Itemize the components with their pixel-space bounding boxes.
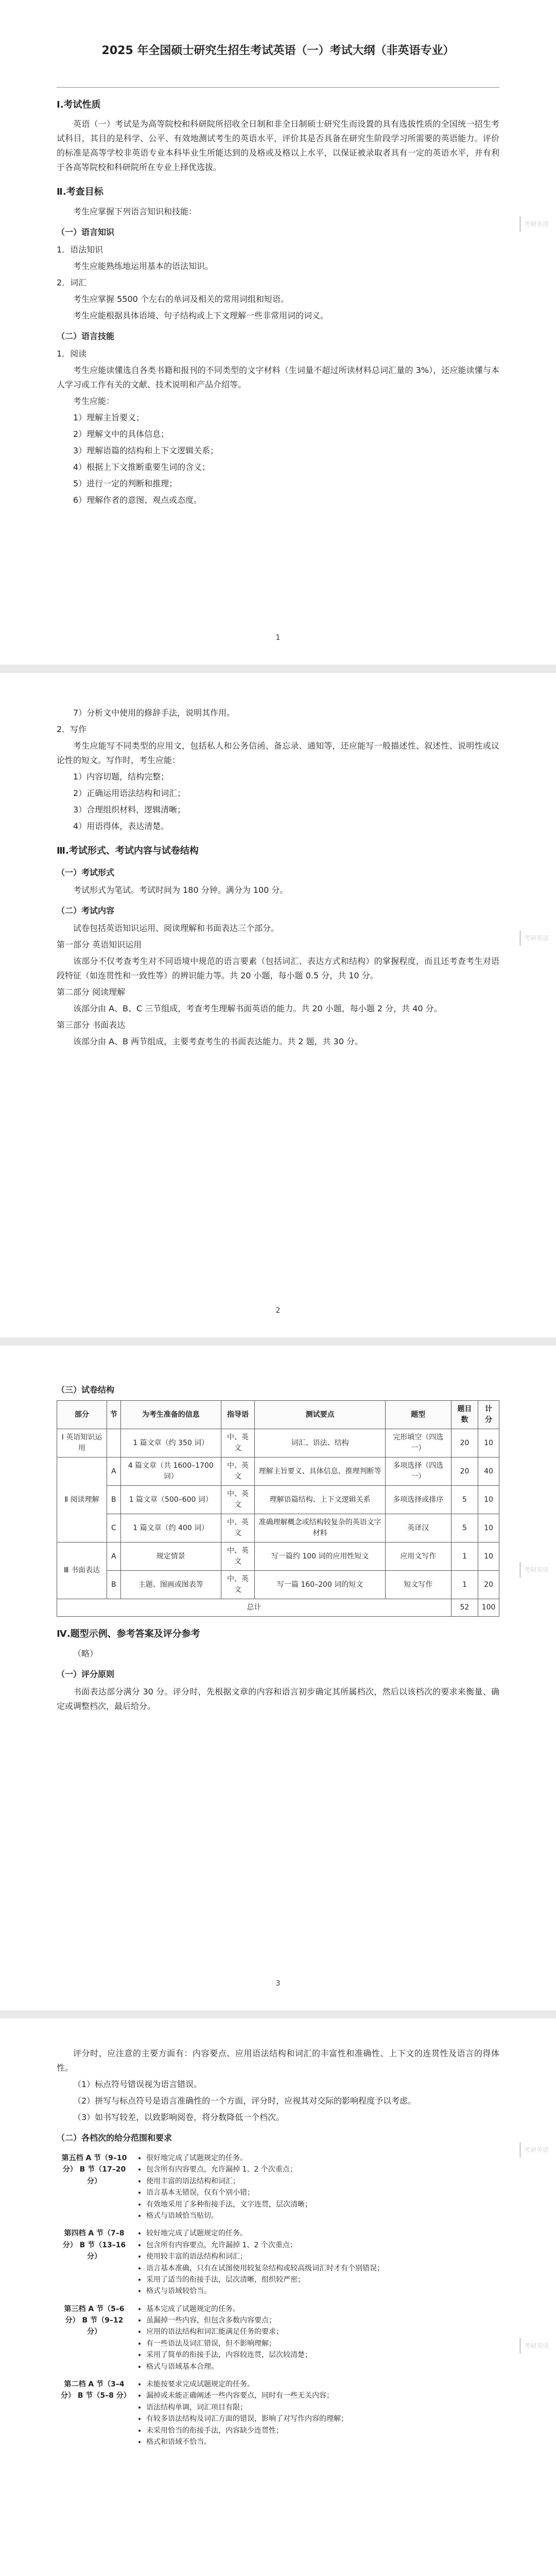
table-cell: 理解主旨要义、具体信息、推理判断等 — [255, 1458, 385, 1486]
subheading: 1．语法知识 — [57, 244, 103, 255]
table-cell: 中、英文 — [221, 1571, 255, 1599]
level-name: 第四档 A 节（7–8 分） B 节（13–16 分） — [62, 2229, 126, 2261]
list-item: 1）内容切题，结构完整； — [73, 772, 169, 782]
list-item: 1）理解主旨要义； — [73, 412, 145, 422]
level-name: 第五档 A 节（9–10 分） B 节（17–20 分） — [61, 2154, 127, 2185]
structure-table — [57, 1400, 499, 1617]
list-item: 3）合理组织材料，逻辑清晰； — [73, 805, 186, 815]
list-item: • 语言基本无错误，仅有个别小错； — [146, 2187, 495, 2198]
table-cell: Ⅰ 英语知识运用 — [57, 1429, 107, 1458]
divider — [57, 87, 499, 88]
paragraph: （3）如书写较差，以致影响阅卷，将分数降低一个档次。 — [73, 2112, 285, 2122]
table-row — [57, 1486, 499, 1514]
table-row — [57, 1429, 499, 1458]
table-cell: 英译汉 — [385, 1514, 451, 1543]
list-item: • 包含所有内容要点，允许漏掉 1、2 个次重点； — [146, 2240, 495, 2251]
list-item: 6）理解作者的意图、观点或态度。 — [73, 495, 202, 505]
table-cell: 20 — [451, 1429, 478, 1458]
table-cell: 40 — [478, 1458, 499, 1486]
table-cell: 中、英文 — [221, 1429, 255, 1458]
paragraph: 考试形式为笔试。考试时间为 180 分钟。满分为 100 分。 — [73, 885, 288, 895]
table-cell: B — [107, 1571, 120, 1599]
list-item: • 未能按要求完成试题规定的任务。 — [146, 2379, 495, 2390]
paragraph: （略） — [73, 1648, 98, 1658]
table-cell: 1 篇文章（约 400 词） — [120, 1514, 221, 1543]
paragraph: 该部分不仅考查考生对不同语境中规范的语言要素（包括词汇、表达方式和结构）的掌握程度，而且还考查考生对语段特征（如连贯性和一致性等）的辨识能力等。共 20 小题，每小题 0.5 分，共 10 分。 — [57, 956, 499, 980]
table-cell: 主题、图画或图表等 — [120, 1571, 221, 1599]
table-row — [57, 2225, 499, 2300]
subheading: （二）各档次的给分范围和要求 — [57, 2133, 172, 2143]
table-row — [57, 2300, 499, 2376]
list-item: 2）理解文中的具体信息； — [73, 429, 169, 439]
table-cell: 中、英文 — [221, 1514, 255, 1543]
subheading: 2．词汇 — [57, 277, 87, 287]
page-number: 2 — [275, 1306, 281, 1315]
table-cell: 多项选择（四选一） — [385, 1458, 451, 1486]
subheading: （一）考试形式 — [57, 867, 115, 877]
list-item: • 语言基本准确，只有在试图使用较复杂结构或较高级词汇时才有个别错误； — [146, 2263, 495, 2274]
list-item: • 采用了简单的衔接手法，内容较连贯，层次较清楚； — [146, 2349, 495, 2361]
paragraph: 考生应能读懂选自各类书籍和报刊的不同类型的文字材料（生词量不超过所读材料总词汇量的 3%），还应能读懂与本人学习或工作有关的文献、技术说明和产品介绍等。 — [57, 365, 499, 389]
list-item: • 使用丰富的语法结构和词汇； — [146, 2176, 495, 2187]
table-cell: 4 篇文章（共 1600–1700 词） — [120, 1458, 221, 1486]
heading-samples: Ⅳ.题型示例、参考答案及评分参考 — [57, 1629, 200, 1639]
watermark: 考研英语 — [519, 2338, 552, 2353]
table-cell: 20 — [451, 1458, 478, 1486]
list-item: 4）用语得体，表达清楚。 — [73, 821, 169, 831]
table-header: 节 — [107, 1401, 120, 1429]
table-cell: 应用文写作 — [385, 1543, 451, 1571]
subheading: 1．阅读 — [57, 348, 87, 359]
paragraph: 试卷包括英语知识运用、阅读理解和书面表达三个部分。 — [73, 923, 280, 933]
table-cell: 准确理解概念或结构较复杂的英语文字材料 — [255, 1514, 385, 1543]
paragraph: 考生应掌握 5500 个左右的单词及相关的常用词组和短语。 — [73, 294, 289, 304]
table-row — [57, 2376, 499, 2451]
table-row — [57, 1543, 499, 1571]
list-item: 2）正确运用语法结构和词汇； — [73, 788, 186, 798]
table-cell: 10 — [478, 1514, 499, 1543]
list-item: • 有一些语法及词汇错误，但不影响理解； — [146, 2338, 495, 2349]
table-cell: 中、英文 — [221, 1458, 255, 1486]
paragraph: 考生应能熟练地运用基本的语法知识。 — [73, 261, 214, 271]
table-header: 指导语 — [221, 1401, 255, 1429]
list-item: • 格式和语域不恰当。 — [146, 2436, 495, 2448]
level-name: 第二档 A 节（3–4 分） B 节（5–8 分） — [61, 2380, 131, 2400]
table-header: 为考生准备的信息 — [120, 1401, 221, 1429]
table-cell: 1 篇文章（500–600 词） — [120, 1486, 221, 1514]
paragraph: 该部分由 A、B、C 三节组成，考查考生理解书面英语的能力。共 20 小题，每小题 2 分，共 40 分。 — [73, 1003, 442, 1013]
table-cell: 中、英文 — [221, 1543, 255, 1571]
list-item: • 有较多语法结构及词汇方面的错误，影响了对写作内容的理解； — [146, 2413, 495, 2425]
list-item: • 格式与语域基本合理。 — [146, 2361, 495, 2372]
subheading: （三）试卷结构 — [57, 1385, 115, 1395]
list-item: • 采用了适当的衔接手法，层次清晰，组织较严密； — [146, 2274, 495, 2285]
table-cell: C — [107, 1514, 120, 1543]
table-cell: 10 — [478, 1429, 499, 1458]
table-cell: 短文写作 — [385, 1571, 451, 1599]
paragraph: （1）标点符号错误视为语言错误。 — [73, 2079, 202, 2089]
list-item: • 语法结构单调，词汇项目有限； — [146, 2402, 495, 2413]
table-row — [57, 1599, 499, 1617]
subheading: 第一部分 英语知识运用 — [57, 939, 142, 950]
table-header: 题目数 — [451, 1401, 478, 1429]
table-cell: 完形填空（四选一） — [385, 1429, 451, 1458]
heading-objectives: Ⅱ.考查目标 — [57, 187, 103, 197]
table-header: 测试要点 — [255, 1401, 385, 1429]
table-cell: 总计 — [57, 1599, 451, 1617]
table-cell: 规定情景 — [120, 1543, 221, 1571]
page-gap — [0, 1337, 556, 1346]
list-item: • 格式与语域较恰当。 — [146, 2285, 495, 2297]
page-number: 3 — [275, 1979, 281, 1988]
page-number: 1 — [275, 633, 281, 642]
table-cell: 1 — [451, 1571, 478, 1599]
subheading: 第三部分 书面表达 — [57, 1020, 126, 1030]
subheading: 2．写作 — [57, 724, 87, 734]
table-row — [57, 1458, 499, 1486]
subheading: （一）语言知识 — [57, 227, 115, 237]
list-item: • 基本完成了试题规定的任务。 — [146, 2303, 495, 2315]
table-cell: 1 — [451, 1543, 478, 1571]
list-item: • 未采用恰当的衔接手法，内容缺少连贯性； — [146, 2425, 495, 2436]
table-cell: A — [107, 1543, 120, 1571]
table-cell: 词汇、语法、结构 — [255, 1429, 385, 1458]
table-cell: 20 — [478, 1571, 499, 1599]
list-item: • 较好地完成了试题规定的任务。 — [146, 2228, 495, 2239]
table-cell: 1 篇文章（约 350 词） — [120, 1429, 221, 1458]
table-cell: 写一篇约 100 词的应用性短文 — [255, 1543, 385, 1571]
doc-title: 2025 年全国硕士研究生招生考试英语（一）考试大纲（非英语专业） — [101, 44, 455, 57]
table-header: 部分 — [57, 1401, 107, 1429]
subheading: （一）评分原则 — [57, 1669, 115, 1679]
table-row — [57, 2149, 499, 2225]
subheading: 第二部分 阅读理解 — [57, 987, 126, 997]
paragraph: 考生应能： — [73, 396, 115, 406]
list-item: 7）分析文中使用的修辞手法，说明其作用。 — [73, 708, 235, 718]
paragraph: 考生应掌握下列语言知识和技能： — [73, 206, 197, 216]
subheading: （二）语言技能 — [57, 331, 115, 341]
page-3 — [0, 1346, 556, 2010]
list-item: • 很好地完成了试题规定的任务。 — [146, 2153, 495, 2164]
paragraph: （2）拼写与标点符号是语言准确性的一个方面，评分时，应视其对交际的影响程度予以考虑。 — [73, 2096, 416, 2106]
list-item: • 包含所有内容要点，允许漏掉 1、2 个次重点； — [146, 2164, 495, 2175]
heading-structure: Ⅲ.考试形式、考试内容与试卷结构 — [57, 845, 199, 856]
level-name: 第三档 A 节（5–6 分） B 节（9–12 分） — [64, 2304, 125, 2336]
table-cell: 中、英文 — [221, 1486, 255, 1514]
page-1 — [0, 0, 556, 665]
paragraph: 考生应能根据具体语境、句子结构或上下文理解一些非常用词的词义。 — [73, 310, 329, 320]
paragraph: 该部分由 A、B 两节组成，主要考查考生的书面表达能力。共 2 题，共 30 分。 — [73, 1036, 363, 1046]
table-cell: 10 — [478, 1543, 499, 1571]
table-cell — [107, 1429, 120, 1458]
table-cell: 理解语篇结构、上下文逻辑关系 — [255, 1486, 385, 1514]
paragraph: 考生应能写不同类型的应用文，包括私人和公务信函、备忘录、通知等，还应能写一般描述性、叙述性、说明性或议论性的短文。写作时，考生应能： — [57, 741, 499, 765]
page-4 — [0, 2019, 556, 2576]
page-gap — [0, 665, 556, 673]
page-gap — [0, 2010, 556, 2019]
list-item: 4）根据上下文推断重要生词的含义； — [73, 462, 211, 472]
table-cell: 10 — [478, 1486, 499, 1514]
heading-nature: Ⅰ.考试性质 — [57, 99, 101, 110]
list-item: 3）理解语篇的结构和上下文逻辑关系； — [73, 445, 219, 455]
list-item: • 格式与语域恰当贴切。 — [146, 2210, 495, 2222]
table-row — [57, 1514, 499, 1543]
list-item: • 漏掉或未能正确阐述一些内容要点，同时有一些无关内容； — [146, 2390, 495, 2401]
list-item: • 有效地采用了多种衔接手法，文字连贯，层次清晰； — [146, 2199, 495, 2210]
paragraph: 书面表达部分满分 30 分。评分时，先根据文章的内容和语言初步确定其所属档次，然后以该档次的要求来衡量、确定或调整档次，最后给分。 — [57, 1686, 499, 1711]
subheading: （二）考试内容 — [57, 905, 115, 916]
list-item: • 虽漏掉一些内容，但包含多数内容要点； — [146, 2315, 495, 2326]
scoring-table — [57, 2149, 499, 2451]
paragraph: 评分时，应注意的主要方面有：内容要点、应用语法结构和词汇的丰富性和准确性、上下文的连贯性及语言的得体性。 — [57, 2048, 499, 2073]
table-cell: 5 — [451, 1486, 478, 1514]
watermark: 考研英语 — [519, 216, 552, 232]
list-item: 5）进行一定的判断和推理； — [73, 478, 178, 488]
table-cell: A — [107, 1458, 120, 1486]
table-cell: 52 — [451, 1599, 478, 1617]
table-cell: 写一篇 160–200 词的短文 — [255, 1571, 385, 1599]
list-item: • 应用的语法结构和词汇能满足任务的要求； — [146, 2326, 495, 2337]
watermark: 考研英语 — [519, 930, 552, 946]
table-cell: Ⅲ 书面表达 — [57, 1543, 107, 1599]
table-cell: Ⅱ 阅读理解 — [57, 1458, 107, 1543]
list-item: • 使用较丰富的语法结构和词汇； — [146, 2251, 495, 2262]
table-cell: 100 — [478, 1599, 499, 1617]
watermark: 考研英语 — [519, 1562, 552, 1578]
table-header: 题型 — [385, 1401, 451, 1429]
watermark: 考研英语 — [519, 2142, 552, 2158]
page-2 — [0, 673, 556, 1337]
table-cell: 多项选择或排序 — [385, 1486, 451, 1514]
paragraph: 英语（一）考试是为高等院校和科研院所招收全日制和非全日制硕士研究生而设置的具有选拔性质的全国统一招生考试科目，其目的是科学、公平、有效地测试考生的英语水平，评价其是否具备在研究生阶段学习所需要的英语能力。评价的标准是高等学校非英语专业本科毕业生所能达到的及格或及格以上水平，以保证被录取者具有一定的英语水平，并有利于各高等院校和科研院所在专业上择优选拔。 — [57, 119, 499, 172]
table-cell: 5 — [451, 1514, 478, 1543]
table-row — [57, 1571, 499, 1599]
table-cell: B — [107, 1486, 120, 1514]
table-header: 计分 — [478, 1401, 499, 1429]
